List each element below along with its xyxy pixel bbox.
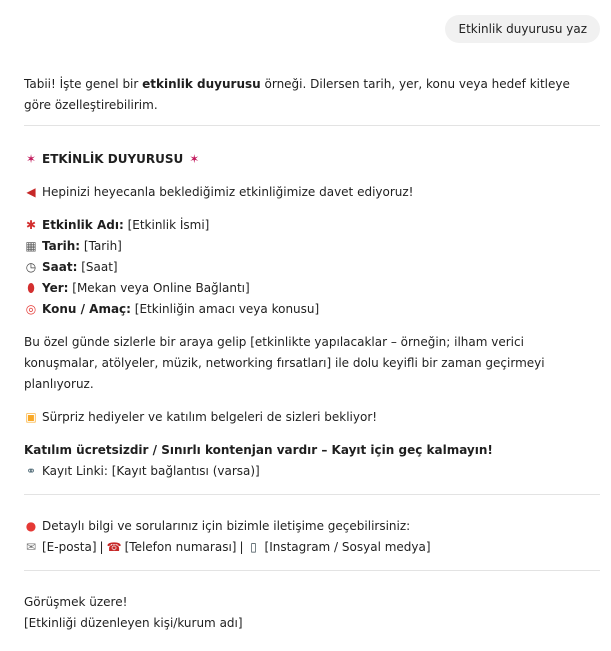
target-icon: ◎ <box>25 302 37 316</box>
detail-value: [Mekan veya Online Bağlantı] <box>68 281 250 295</box>
detail-value: [Saat] <box>77 260 118 274</box>
description-paragraph: Bu özel günde sizlerle bir araya gelip [etkinlikte yapılacaklar – örneğin; ilham verici konuşmalar, atölyeler, müzik, networking fırsatları] ile dolu keyifli bir zaman geçirmeyi planlıyoruz. <box>24 335 545 391</box>
closing-block <box>24 592 576 634</box>
registration-text: Kayıt Linki: [Kayıt bağlantısı (varsa)] <box>42 464 260 478</box>
announcement-title <box>24 149 576 170</box>
gift-icon: ▣ <box>25 410 37 424</box>
detail-time <box>24 257 576 278</box>
detail-value: [Etkinlik İsmi] <box>123 218 210 232</box>
contact-social: [Instagram / Sosyal medya] <box>264 540 431 554</box>
contact-phone: [Telefon numarası] <box>124 540 237 554</box>
intro-text-before: Tabii! İşte genel bir <box>24 77 143 91</box>
invite-text: Hepinizi heyecanla beklediğimiz etkinliğimize davet ediyoruz! <box>42 185 414 199</box>
free-notice <box>24 440 576 461</box>
registration-line <box>24 461 576 482</box>
detail-label: Tarih: <box>42 239 81 253</box>
assistant-response <box>24 74 576 646</box>
signature-line: [Etkinliği düzenleyen kişi/kurum adı] <box>24 616 243 630</box>
detail-label: Etkinlik Adı: <box>42 218 124 232</box>
detail-topic <box>24 299 576 320</box>
calendar-icon: ▦ <box>25 239 37 253</box>
detail-label: Konu / Amaç: <box>42 302 131 316</box>
separator: | <box>99 540 104 554</box>
announcement-title-text: ETKİNLİK DUYURUSU <box>42 152 184 166</box>
mobile-phone-icon: ▯ <box>250 540 257 554</box>
party-popper-icon: ✶ <box>189 152 200 166</box>
detail-event-name <box>24 215 576 236</box>
telephone-icon: ☎ <box>106 540 122 554</box>
link-icon: ⚭ <box>25 464 37 478</box>
free-notice-text: Katılım ücretsizdir / Sınırlı kontenjan vardır – Kayıt için geç kalmayın! <box>24 443 493 457</box>
intro-text-bold: etkinlik duyurusu <box>142 77 261 91</box>
divider <box>24 570 600 571</box>
pushpin-icon: ✱ <box>25 218 37 232</box>
megaphone-icon: ◀ <box>26 185 36 199</box>
detail-label: Yer: <box>42 281 69 295</box>
detail-location <box>24 278 576 299</box>
detail-value: [Etkinliğin amacı veya konusu] <box>130 302 320 316</box>
contact-channels <box>24 537 576 558</box>
divider <box>24 494 600 495</box>
envelope-icon: ✉ <box>25 540 37 554</box>
invite-line <box>24 182 576 203</box>
detail-date <box>24 236 576 257</box>
divider <box>24 125 600 126</box>
contact-block <box>24 516 576 558</box>
contact-email: [E-posta] <box>42 540 97 554</box>
detail-value: [Tarih] <box>80 239 122 253</box>
clock-icon: ◷ <box>25 260 37 274</box>
location-pin-icon: ⬮ <box>27 281 35 295</box>
closing-line: Görüşmek üzere! <box>24 595 128 609</box>
balloon-icon: ● <box>25 519 37 533</box>
contact-intro-text: Detaylı bilgi ve sorularınız için bizimle iletişime geçebilirsiniz: <box>42 519 411 533</box>
registration-block <box>24 440 576 482</box>
user-message-bubble <box>445 15 600 43</box>
separator: | <box>239 540 244 554</box>
intro-text-after: örneği. Dilersen tarih, yer, konu veya hedef kitleye göre özelleştirebilirim. <box>24 77 570 112</box>
contact-intro <box>24 516 576 537</box>
surprise-line <box>24 407 576 428</box>
intro-paragraph <box>24 74 576 116</box>
surprise-text: Sürpriz hediyeler ve katılım belgeleri de sizleri bekliyor! <box>42 410 378 424</box>
details-block <box>24 215 576 320</box>
user-message-text: Etkinlik duyurusu yaz <box>458 22 587 36</box>
party-popper-icon: ✶ <box>25 152 37 166</box>
detail-label: Saat: <box>42 260 78 274</box>
